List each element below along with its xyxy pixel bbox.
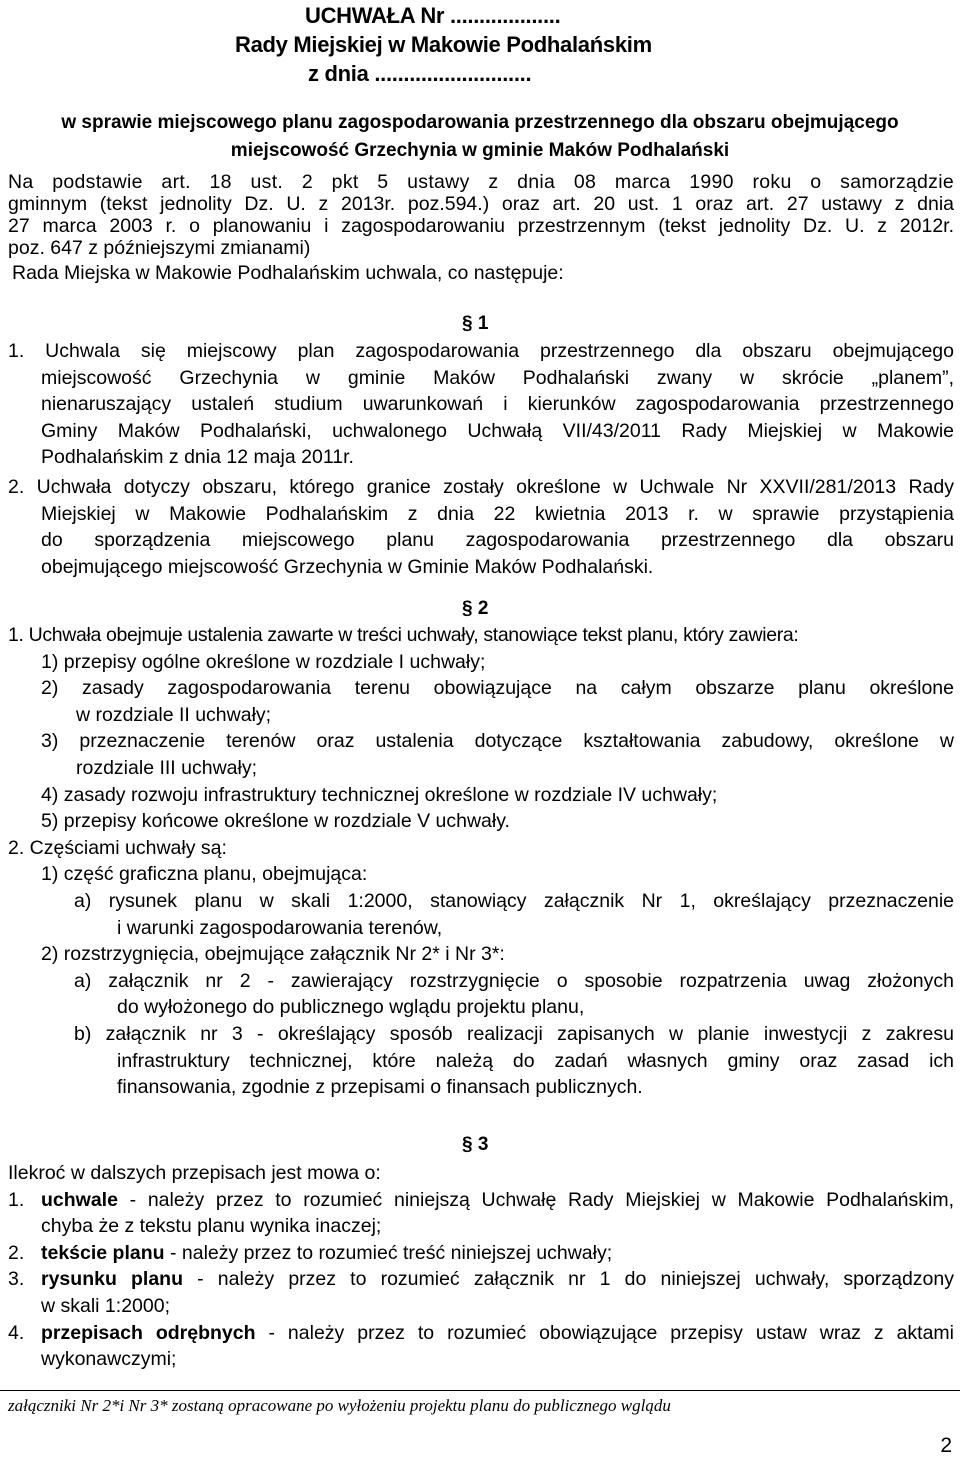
list-subitem-continuation: i warunki zagospodarowania terenów, [117, 916, 443, 939]
list-subitem-continuation: finansowania, zgodnie z przepisami o finansach publicznych. [117, 1076, 643, 1099]
section-heading: § 3 [462, 1134, 489, 1155]
footnote-divider [0, 1390, 960, 1391]
defined-term: uchwale [41, 1188, 118, 1211]
paragraph-line: miejscowość Grzechynia w gminie Maków Podhalański zwany w skrócie „planem”, [41, 366, 954, 389]
definition-text: - należy przez to rozumieć treść niniejszej uchwały; [164, 1241, 613, 1264]
list-item: 1) część graficzna planu, obejmująca: [41, 863, 368, 886]
list-item: 2) rozstrzygnięcia, obejmujące załącznik Nr 2* i Nr 3*: [41, 943, 505, 966]
footnote: załączniki Nr 2*i Nr 3* zostaną opracowane po wyłożeniu projektu planu do publicznego wglądu [8, 1396, 671, 1415]
paragraph-line: 2. Częściami uchwały są: [8, 836, 227, 859]
list-subitem: a) załącznik nr 2 - zawierający rozstrzygnięcie o sposobie rozpatrzenia uwag złożonych [74, 969, 954, 992]
section1-paragraph1 [8, 338, 954, 471]
section2-content [8, 622, 954, 1101]
legal-basis-line: Na podstawie art. 18 ust. 2 pkt 5 ustawy z dnia 08 marca 1990 roku o samorządzie [8, 171, 954, 193]
list-subitem: b) załącznik nr 3 - określający sposób realizacji zapisanych w planie inwestycji z zakresu [74, 1022, 954, 1045]
paragraph-line: Podhalańskim z dnia 12 maja 2011r. [41, 446, 354, 469]
resolution-subject [0, 109, 960, 165]
list-subitem-continuation: do wyłożonego do publicznego wglądu projektu planu, [117, 996, 585, 1019]
legal-basis [8, 171, 954, 259]
paragraph-line: Gminy Maków Podhalański, uchwalonego Uchwałą VII/43/2011 Rady Miejskiej w Makowie [41, 419, 954, 442]
subject-line: w sprawie miejscowego planu zagospodarowania przestrzennego dla obszaru obejmującego [61, 112, 899, 133]
list-item-continuation: w rozdziale II uchwały; [76, 703, 272, 726]
legal-basis-line: 27 marca 2003 r. o planowaniu i zagospodarowaniu przestrzennym (tekst jednolity Dz. U. z 2012r. [8, 215, 954, 237]
definition-text: - należy przez to rozumieć niniejszą Uchwałę Rady Miejskiej w Makowie Podhalańskim, [117, 1188, 954, 1211]
paragraph-line: 2. Uchwała dotyczy obszaru, którego granice zostały określone w Uchwale Nr XXVII/281/2013 Rady [8, 476, 954, 498]
defined-term: przepisach odrębnych [41, 1321, 256, 1344]
list-subitem: a) rysunek planu w skali 1:2000, stanowiący załącznik Nr 1, określający przeznaczenie [74, 889, 954, 912]
list-item: 2) zasady zagospodarowania terenu obowiązujące na całym obszarze planu określone [41, 677, 954, 700]
item-number: 1. [8, 1188, 25, 1211]
definition-text: - należy przez to rozumieć obowiązujące przepisy ustaw wraz z aktami [255, 1321, 955, 1344]
item-number: 3. [8, 1268, 25, 1291]
defined-term: rysunku planu [41, 1268, 184, 1291]
paragraph-line: Miejskiej w Makowie Podhalańskim z dnia 22 kwietnia 2013 r. w sprawie przystąpienia [41, 502, 954, 525]
section3-content [8, 1160, 954, 1373]
paragraph-line: obejmującego miejscowość Grzechynia w Gminie Maków Podhalański. [41, 555, 654, 578]
subject-line: miejscowość Grzechynia w gminie Maków Podhalański [230, 140, 730, 161]
paragraph-line: nienaruszający ustaleń studium uwarunkowań i kierunków zagospodarowania przestrzennego [41, 393, 954, 416]
legal-basis-line: gminnym (tekst jednolity Dz. U. z 2013r. poz.594.) oraz art. 20 ust. 1 oraz art. 27 ustawy z dnia [8, 193, 954, 215]
item-number: 4. [8, 1321, 25, 1344]
paragraph-line: do sporządzenia miejscowego planu zagospodarowania przestrzennego dla obszaru [41, 529, 954, 552]
section-heading: § 1 [462, 313, 489, 334]
list-subitem-continuation: infrastruktury technicznej, które należą do zadań własnych gminy oraz zasad ich [117, 1049, 954, 1072]
page-number: 2 [940, 1434, 952, 1457]
definition-item [8, 1266, 954, 1293]
definition-text: - należy przez to rozumieć załącznik nr 1 do niniejszej uchwały, sporządzony [183, 1268, 954, 1291]
paragraph-line: 1. Uchwała obejmuje ustalenia zawarte w treści uchwały, stanowiące tekst planu, który zawiera: [8, 624, 799, 646]
definition-item [8, 1320, 954, 1347]
resolution-number: UCHWAŁA Nr ................... [305, 3, 561, 28]
defined-term: tekście planu [41, 1241, 165, 1264]
item-number: 2. [8, 1241, 25, 1264]
definition-continuation: chyba że z tekstu planu wynika inaczej; [41, 1215, 382, 1238]
paragraph-line: 1. Uchwala się miejscowy plan zagospodarowania przestrzennego dla obszaru obejmującego [8, 340, 954, 362]
legal-basis-line: poz. 647 z późniejszymi zmianami) [8, 237, 311, 259]
list-item: 4) zasady rozwoju infrastruktury technicznej określone w rozdziale IV uchwały; [41, 783, 718, 806]
definition-item [8, 1240, 954, 1267]
definition-continuation: wykonawczymi; [41, 1348, 177, 1371]
list-item: 1) przepisy ogólne określone w rozdziale I uchwały; [41, 650, 486, 673]
section-heading: § 2 [462, 598, 489, 619]
definition-continuation: w skali 1:2000; [41, 1294, 170, 1317]
paragraph-line: Ilekroć w dalszych przepisach jest mowa o: [8, 1162, 381, 1184]
definition-item [8, 1187, 954, 1214]
resolution-formula: Rada Miejska w Makowie Podhalańskim uchwala, co następuje: [12, 262, 564, 284]
council-name: Rady Miejskiej w Makowie Podhalańskim [235, 32, 652, 57]
resolution-date: z dnia ........................... [308, 61, 532, 86]
list-item: 3) przeznaczenie terenów oraz ustalenia dotyczące kształtowania zabudowy, określone w [41, 730, 954, 753]
list-item-continuation: rozdziale III uchwały; [76, 756, 257, 779]
list-item: 5) przepisy końcowe określone w rozdziale V uchwały. [41, 810, 510, 833]
section1-paragraph2 [8, 474, 954, 580]
